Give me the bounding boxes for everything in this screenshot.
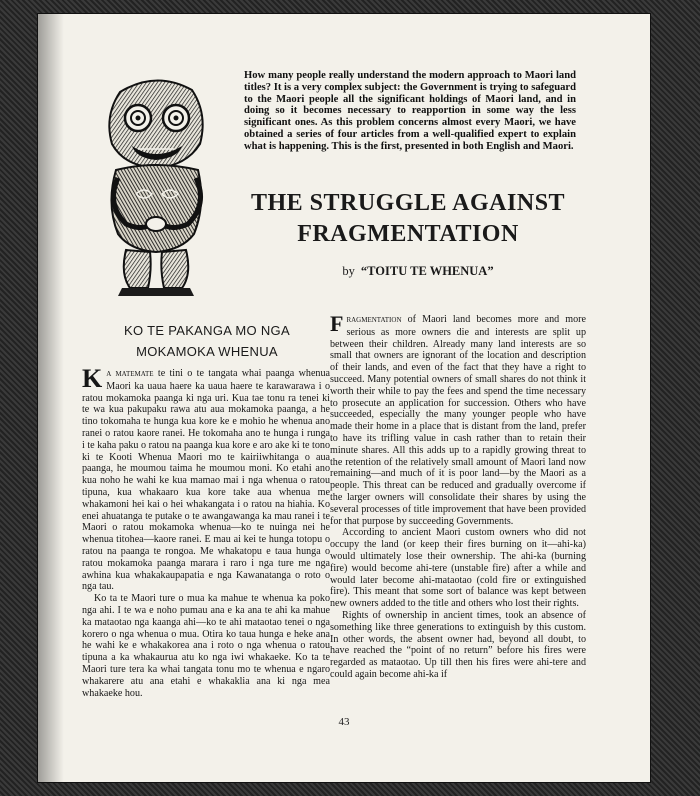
byline-by: by	[342, 264, 355, 278]
maori-dropcap: K	[82, 364, 103, 393]
english-text-column	[330, 311, 586, 681]
title-line-2: FRAGMENTATION	[297, 221, 519, 247]
english-paragraph-1-text: of Maori land becomes more and more serious as more owners die and interests are split up between their children. Already many land interests are so small that owners are ignorant of the location and description of their lands, and even of the fact that they have a right to succeed. Many potential owners of small shares do not think it worth their while to pay the fees and spend the time necessary to prosecute an application for succession. Others who have succeeded, especially the many younger people who have made their home in a place that is distant from the land, prefer to have its trifling value in cash rather than to retain their minute shares. All this adds up to a rapidly growing threat to the retention of the relatively small amount of Maori land now remaining—and much of it is poor land—by the Maori as a people. This threat can be reduced and gradually overcome if the larger owners will consolidate their shares by using the several processes of title improvement that have been provided for that purpose by succeeding Governments.	[330, 314, 586, 527]
byline	[268, 264, 568, 279]
english-paragraph-2: According to ancient Maori custom owners who did not occupy the land (or keep their fires burning on it—ahi-ka) would ultimately lose their ownership. The ahi-ka (burning fire) would become ahi-tere (unstable fire) after a while and would later become ahi-mataotao (cold fire or extinguished fire). This meant that some sort of balance was kept between new owners added to the title and others who lost their rights.	[330, 527, 586, 610]
maori-text-column	[82, 364, 331, 699]
title-line-1: THE STRUGGLE AGAINST	[250, 190, 566, 216]
page-number: 43	[338, 716, 350, 728]
maori-heading	[88, 320, 326, 362]
intro-paragraph: How many people really understand the modern approach to Maori land titles? It is a very complex subject: the Government is trying to safeguard to the Maori people all the significant holdings of Maori land, and in doing so it becomes necessary to reapportion in some way the less significant ones. As this problem concerns almost every Maori, we have obtained a series of four articles from a well-qualified expert to explain what is happening. This is the first, presented in both English and Maori.	[244, 70, 576, 152]
english-paragraph-3: Rights of ownership in ancient times, took an absence of something like three generations to extinguish by this custom. In other words, the absent owner had, beyond all doubt, to have reached the “point of no return” before his fires were regarded as mataotao. Up till then his fires were ahi-tere and could again become ahi-ka if	[330, 609, 586, 680]
maori-paragraph-1-text: te tini o te tangata whai paanga whenua Maori ka uaua haere ka uaua haere te karawarawa i o ratou mokamoka paanga ki nga uri. Kua tae tonu ra tenei ki te wa kua pakupaku rawa atu aua mokamoka paanga, a he tino tokomaha te hunga kua kore ke e mohio he whenua ano ranei o ratou kaore ranei. He tokomaha ano te hunga i runga i te kaha paku o ratou na paanga kua kore e aro ake ki te tono ki te Kooti Whenua Maori mo te kairiiwhitanga o aua paanga, he moumou taima he moumou moni. Ko etahi ano kua noho he wahi ke kua mamao mai i nga whenua o ratou tipuna, kua whakaaro kua kore take aua whenua me whakamoni hei kai o hei whakangata i o ratou na hiahia. Ko enei ahuatanga te putake o te awangawanga ka mau ranei i te Maori o ratou mokamoka whenua—ko te nuinga nei he whenua titohea—kaore ranei. E mau ai kei te hunga totopu o ratou na paanga te rongoa. Me whakatopu e taua hunga o ratou mokamoka paanga marara i raro i nga ture me nga awhina kua whakakaupapatia e nga Kawanatanga o roto o nga tau.	[82, 368, 331, 593]
english-dropcap: F	[330, 311, 344, 336]
maori-paragraph-2: Ko ta te Maori ture o mua ka mahue te whenua ka poko nga ahi. I te wa e noho pumau ana e ka ana te ahi ka mahue ka mataotao nga kaanga ahi—ko te ahi mataotao tenei o nga korero o nga whenua o mua. Otira ko taua hunga e heke ana he wahi ke e whakakorea ana i roto o nga whenua o ratou tipuna a ka whakaurua atu ko nga iwi whakaeke. Ko ta te Maori ture tera ka whai tangata tonu mo te whenua e ngaro whakarere atu ana etahi e whakaklia ana ki nga mea whakaeke hou.	[82, 593, 330, 699]
byline-author: “TOITU TE WHENUA”	[360, 264, 494, 278]
english-lead-words: ragmentation	[346, 315, 402, 325]
article-title	[218, 188, 598, 250]
maori-carving-illustration	[86, 74, 226, 299]
english-paragraph-1	[330, 311, 586, 527]
maori-heading-line-2: MOKAMOKA WHENUA	[136, 344, 278, 359]
maori-lead-words: a matemate	[106, 369, 154, 379]
magazine-page	[38, 14, 650, 782]
maori-heading-line-1: KO TE PAKANGA MO NGA	[124, 323, 290, 338]
maori-paragraph-1	[82, 364, 331, 593]
